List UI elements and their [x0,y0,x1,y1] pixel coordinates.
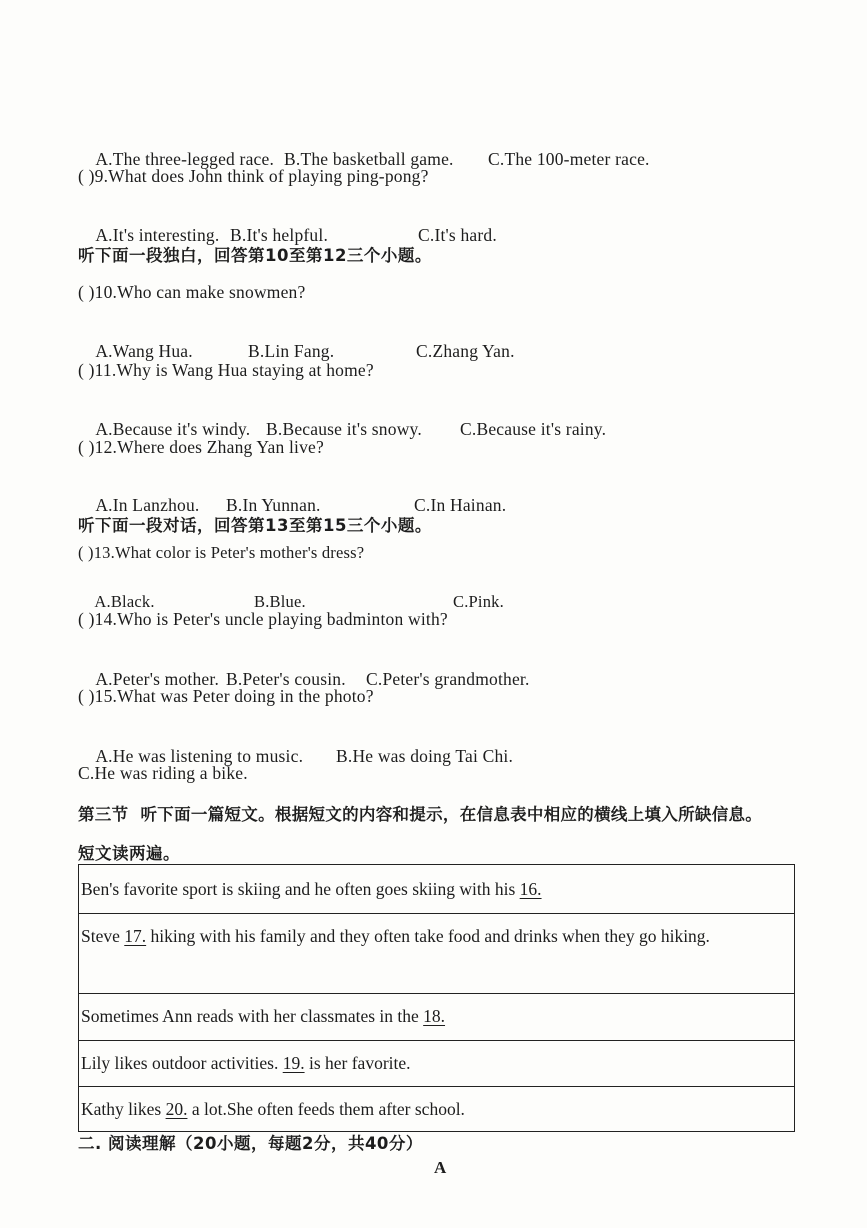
table-row: Ben's favorite sport is skiing and he often goes skiing with his 16. [79,865,794,914]
q10-option-c: C.Zhang Yan. [416,341,515,361]
question-12-stem: ( )12.Where does Zhang Yan live? [78,437,324,457]
question-9-stem: ( )9.What does John think of playing ping-pong? [78,166,429,186]
q15-option-b: B.He was doing Tai Chi. [336,746,514,766]
q9-option-c: C.It's hard. [418,225,497,245]
blank-16: 16. [519,879,542,899]
q10-option-a: A.Wang Hua. [95,341,193,361]
q12-option-b: B.In Yunnan. [226,495,321,515]
q8-option-b: B.The basketball game. [284,149,454,169]
q10-option-b: B.Lin Fang. [248,341,335,361]
table-row: Steve 17. hiking with his family and they often take food and drinks when they go hiking. [79,914,794,994]
table-row: Kathy likes 20. a lot.She often feeds them after school. [81,1099,465,1119]
table-row: Lily likes outdoor activities. 19. is her favorite. [79,1041,794,1087]
q11-option-c: C.Because it's rainy. [460,419,607,439]
question-13-stem: ( )13.What color is Peter's mother's dress? [78,543,365,562]
q12-option-a: A.In Lanzhou. [95,495,200,515]
q13-option-b: B.Blue. [254,592,306,611]
q8-option-a: A.The three-legged race. [95,149,275,169]
q8-option-c: C.The 100-meter race. [488,149,650,169]
table-row: Sometimes Ann reads with her classmates in the 18. [79,994,794,1041]
question-14-stem: ( )14.Who is Peter's uncle playing badminton with? [78,609,448,629]
q15-option-c: C.He was riding a bike. [78,763,248,783]
blank-20: 20. [165,1099,188,1119]
q9-option-b: B.It's helpful. [230,225,329,245]
q9-option-a: A.It's interesting. [95,225,220,245]
q11-option-b: B.Because it's snowy. [266,419,422,439]
q14-option-b: B.Peter's cousin. [226,669,346,689]
passage-label: A [434,1158,447,1177]
instruction-monologue: 听下面一段独白，回答第10至第12三个小题。 [78,246,432,265]
q13-option-c: C.Pink. [453,592,504,611]
blank-17: 17. [124,926,147,946]
q14-option-a: A.Peter's mother. [95,669,220,689]
question-10-stem: ( )10.Who can make snowmen? [78,282,306,302]
q12-option-c: C.In Hainan. [414,495,507,515]
section-3-title: 第三节 听下面一篇短文。根据短文的内容和提示，在信息表中相应的横线上填入所缺信息。 [78,805,763,824]
q15-option-a: A.He was listening to music. [95,746,304,766]
section-3-note: 短文读两遍。 [78,844,180,863]
question-11-stem: ( )11.Why is Wang Hua staying at home? [78,360,374,380]
question-15-stem: ( )15.What was Peter doing in the photo? [78,686,374,706]
instruction-dialogue: 听下面一段对话，回答第13至第15三个小题。 [78,516,432,535]
blank-19: 19. [282,1053,305,1073]
q11-option-a: A.Because it's windy. [95,419,251,439]
q13-option-a: A.Black. [94,592,155,611]
info-table [78,864,795,1132]
blank-18: 18. [423,1006,446,1026]
part-2-title: 二. 阅读理解（20小题，每题2分，共40分） [78,1134,423,1153]
q14-option-c: C.Peter's grandmother. [366,669,530,689]
